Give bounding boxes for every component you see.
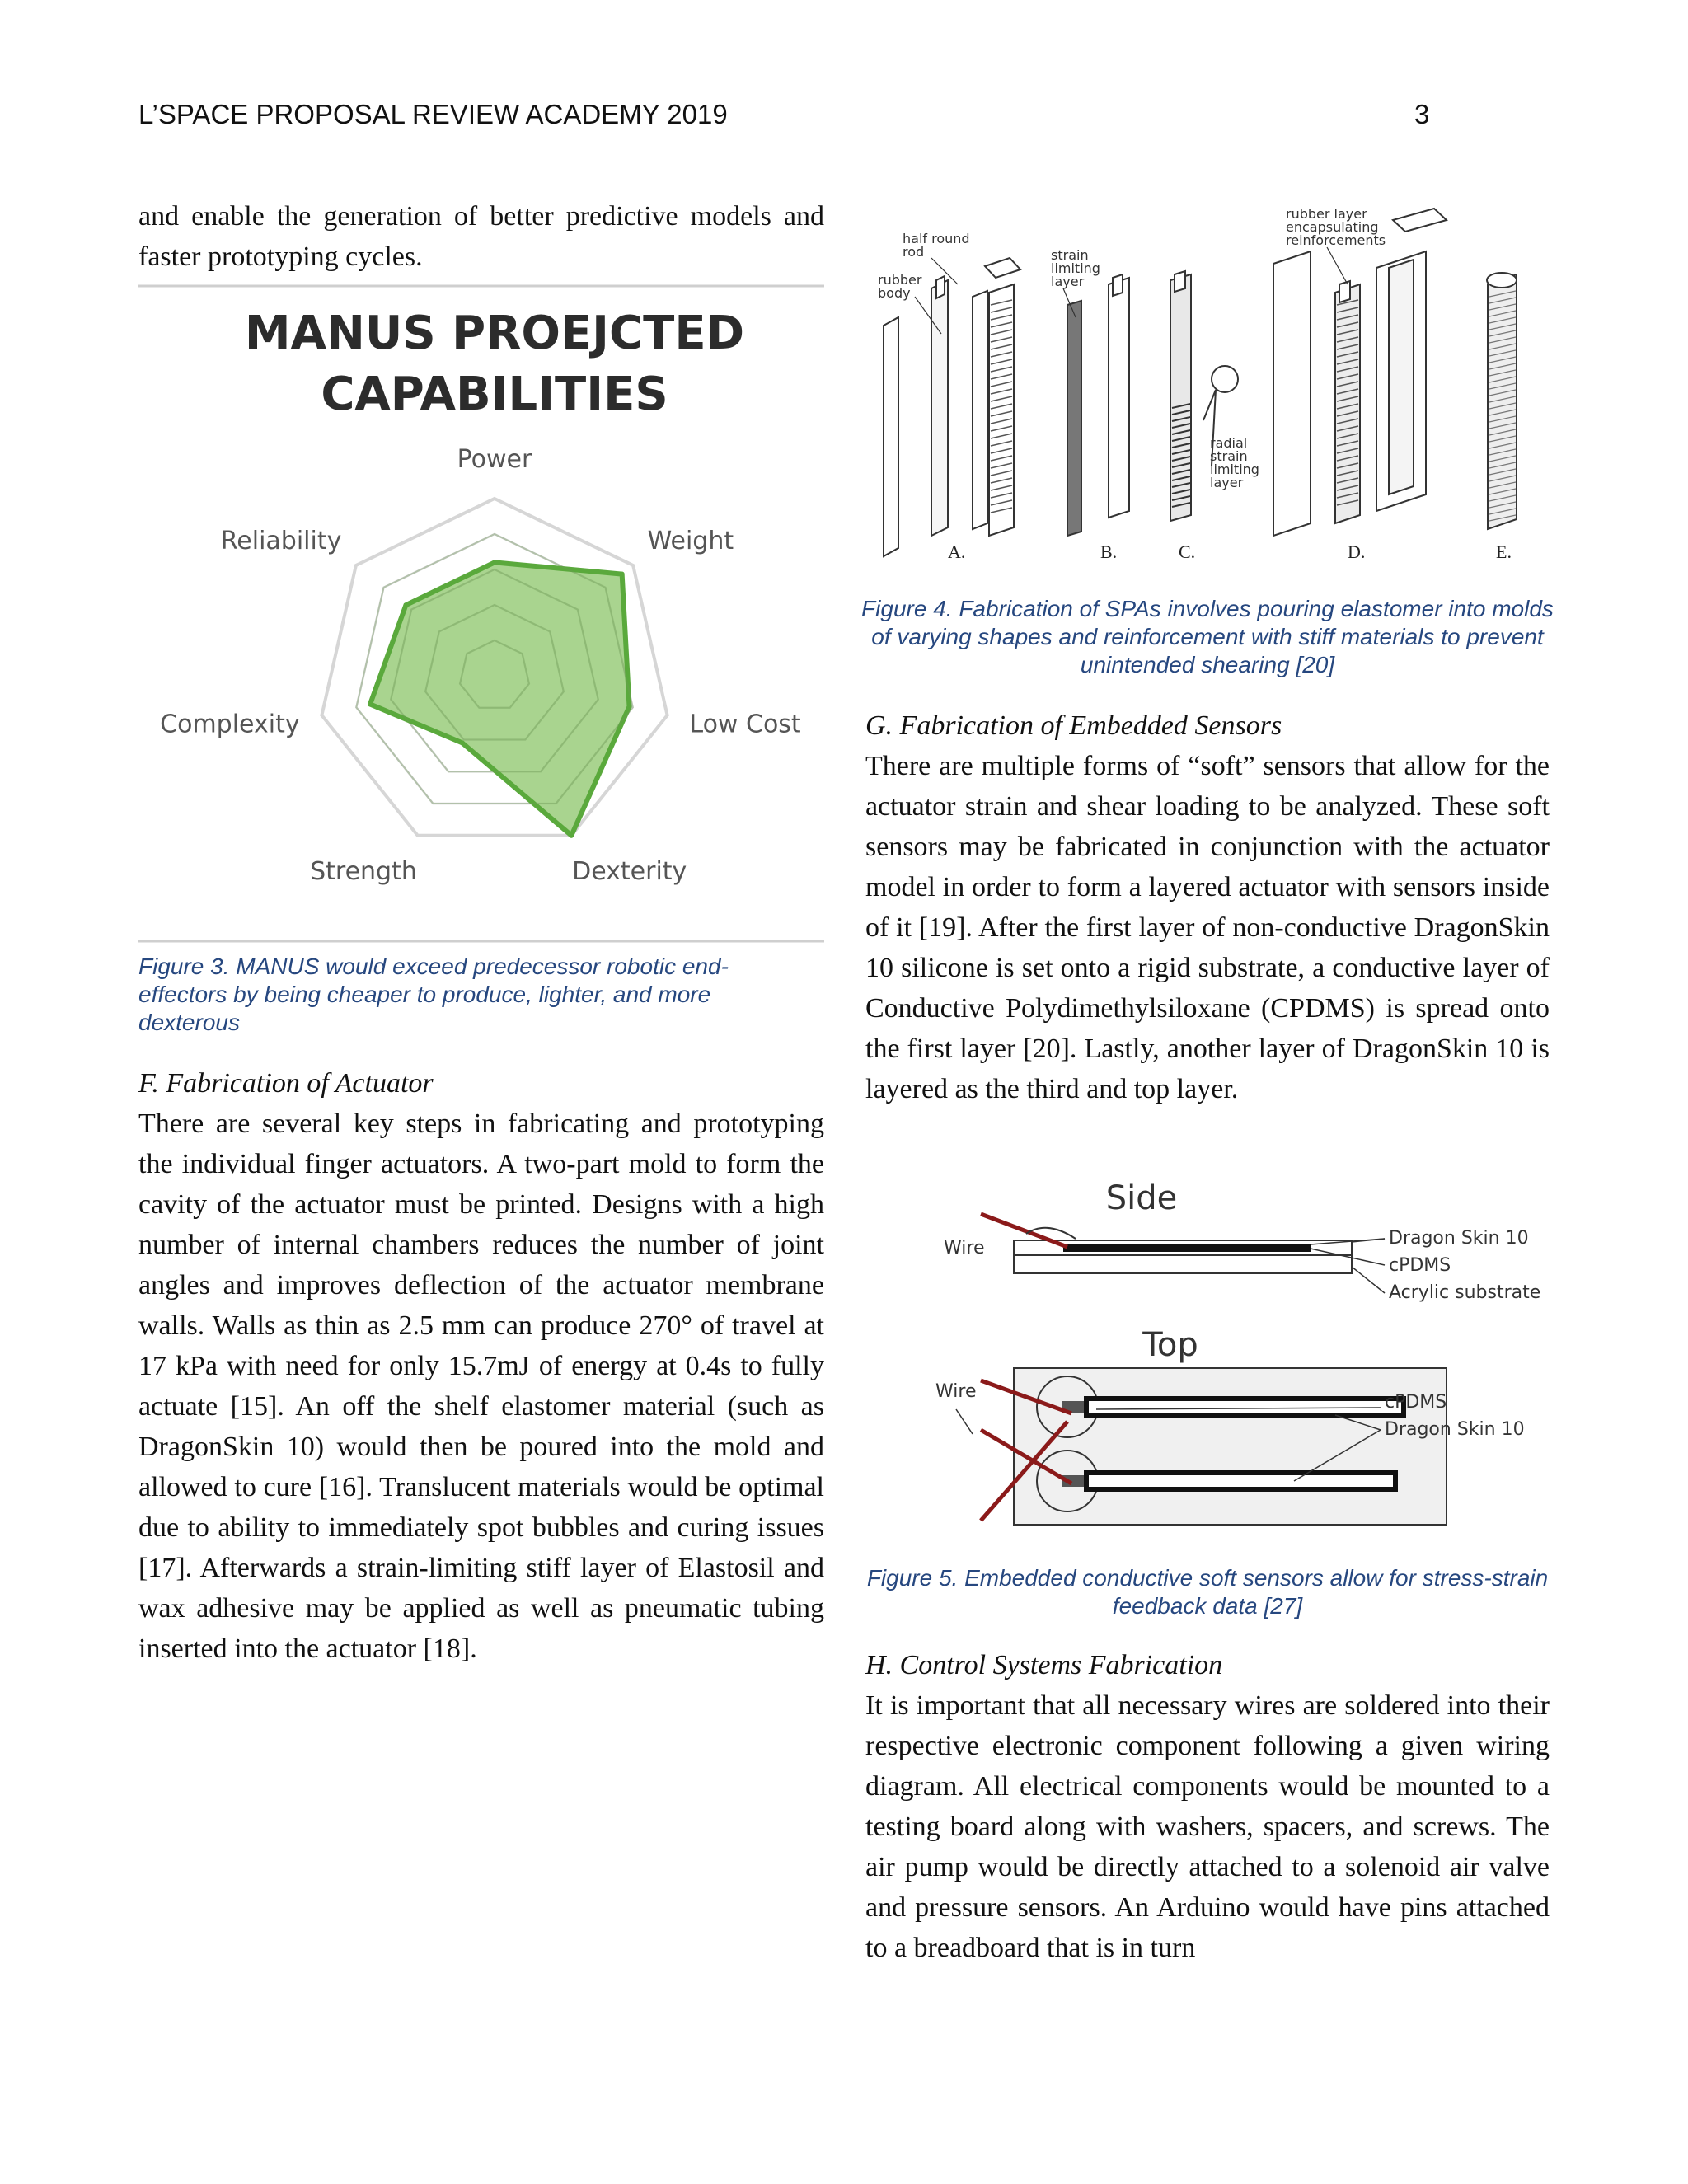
figure-5: [923, 1174, 1566, 1545]
dragon-skin-label-top: Dragon Skin 10: [1385, 1419, 1525, 1440]
substrate-top: [1014, 1368, 1447, 1525]
section-h-heading: H. Control Systems Fabrication: [865, 1650, 1223, 1680]
figure-4: [865, 202, 1558, 565]
section-f-heading: F. Fabrication of Actuator: [138, 1068, 434, 1099]
label-c: C.: [1179, 541, 1196, 562]
radar-point-power: [492, 560, 497, 565]
label-e: E.: [1496, 541, 1512, 562]
section-h: [865, 1645, 1550, 1968]
svg-text:rod: rod: [903, 244, 925, 260]
radar-point-dexterity: [569, 833, 574, 838]
intro-paragraph: and enable the generation of better predictive models and faster prototyping cycles.: [138, 201, 824, 272]
label-radial-layer: radial: [1210, 435, 1248, 451]
svg-text:reinforcements: reinforcements: [1286, 232, 1386, 248]
figure-3: [138, 284, 824, 944]
section-f: [138, 1063, 824, 1669]
svg-text:strain: strain: [1210, 448, 1248, 464]
label-rubber-body: rubber: [878, 272, 922, 288]
section-g: [865, 705, 1550, 1109]
figure-4-caption: Figure 4. Fabrication of SPAs involves pouring elastomer into molds of varying shapes and reinforcement with stiff materials to prevent unintended shearing [20]: [861, 596, 1554, 677]
cpdms-label-side: cPDMS: [1389, 1255, 1451, 1276]
label-b: B.: [1100, 541, 1118, 562]
section-g-heading: G. Fabrication of Embedded Sensors: [865, 710, 1282, 741]
section-g-body: There are multiple forms of “soft” sensors that allow for the actuator strain and shear loading to be analyzed. These soft sensors may be fabricated in conjunction with the actuator model in order to form a layered actuator with sensors inside of it [19]. After the first layer of non-conductive DragonSkin 10 silicone is set onto a rigid substrate, a conductive layer of Conductive Polydimethylsiloxane (CPDMS) is spread onto the first layer [20]. Lastly, another layer of DragonSkin 10 is layered as the third and top layer.: [865, 751, 1550, 1104]
radar-point-reliability: [403, 602, 408, 607]
label-strain-limiting-layer: strain: [1051, 247, 1089, 263]
acrylic-label: Acrylic substrate: [1389, 1282, 1541, 1303]
axis-label-complexity: Complexity: [160, 710, 300, 739]
svg-text:encapsulating: encapsulating: [1286, 219, 1379, 235]
part-a: [884, 258, 1020, 556]
radar-chart: [138, 284, 824, 944]
acrylic-layer: [1014, 1255, 1352, 1273]
svg-text:limiting: limiting: [1051, 260, 1100, 276]
wire-label-side: Wire: [944, 1238, 985, 1258]
radar-point-complexity: [368, 701, 373, 706]
part-e: [1487, 273, 1517, 529]
label-rubber-layer: rubber layer: [1286, 206, 1367, 222]
radar-point-weight: [620, 572, 625, 577]
label-half-round-rod: half round: [903, 231, 970, 246]
figure-5-caption: Figure 5. Embedded conductive soft sensors allow for stress-strain feedback data [27]: [866, 1565, 1549, 1619]
axis-label-weight: Weight: [647, 527, 734, 556]
chart-title-line-2: CAPABILITIES: [321, 368, 668, 421]
svg-text:limiting: limiting: [1210, 462, 1259, 477]
wire-label-top: Wire: [935, 1381, 977, 1402]
part-d: [1273, 209, 1447, 536]
top-title: Top: [1142, 1326, 1198, 1364]
axis-label-dexterity: Dexterity: [572, 856, 687, 886]
svg-text:body: body: [878, 285, 911, 301]
svg-text:layer: layer: [1210, 475, 1244, 490]
embedded-sensor-diagram: [923, 1174, 1566, 1545]
axis-label-reliability: Reliability: [220, 527, 342, 556]
section-f-body: There are several key steps in fabricating and prototyping the individual finger actuators. A two-part mold to form the cavity of the actuator must be printed. Designs with a high number of internal chambers reduces the number of joint angles and improves deflection of the actuator membrane walls. Walls as thin as 2.5 mm can produce 270° of travel at 17 kPa with need for only 15.7mJ of energy at 0.4s to fully actuate [15]. An off the shelf elastomer material (such as DragonSkin 10) would then be poured into the mold and allowed to cure [16]. Translucent materials would be optimal due to ability to immediately spot bubbles and curing issues [17]. Afterwards a strain-limiting stiff layer of Elastosil and wax adhesive may be applied as well as pneumatic tubing inserted into the actuator [18].: [138, 1108, 824, 1664]
label-d: D.: [1348, 541, 1366, 562]
radar-point-strength: [460, 740, 465, 745]
cpdms-label-top: cPDMS: [1385, 1392, 1447, 1413]
side-title: Side: [1105, 1179, 1178, 1217]
running-header: L’SPACE PROPOSAL REVIEW ACADEMY 2019: [138, 99, 728, 129]
sensor-2: [1086, 1473, 1395, 1489]
svg-text:layer: layer: [1051, 274, 1085, 289]
axis-label-power: Power: [457, 445, 532, 474]
sensor-1: [1086, 1399, 1404, 1415]
axis-label-strength: Strength: [310, 856, 417, 886]
dragon-skin-label-side: Dragon Skin 10: [1389, 1228, 1529, 1249]
spa-fabrication-diagram: [865, 202, 1558, 565]
page-number: 3: [1414, 99, 1430, 129]
radar-point-low-cost: [626, 704, 631, 709]
left-column: [138, 196, 824, 277]
axis-label-low-cost: Low Cost: [689, 710, 801, 739]
cpdms-layer-side: [1063, 1244, 1311, 1252]
section-h-body: It is important that all necessary wires are soldered into their respective electronic component following a given wiring diagram. All electrical components would be mounted to a testing board along with washers, spacers, and screws. The air pump would be directly attached to a solenoid air valve and pressure sensors. An Arduino would have pins attached to a breadboard that is in turn: [865, 1690, 1550, 1963]
label-a: A.: [948, 541, 966, 562]
chart-title-line-1: MANUS PROEJCTED: [244, 307, 745, 360]
figure-3-caption: Figure 3. MANUS would exceed predecessor robotic end-effectors by being cheaper to produce, lighter, and more dexterous: [138, 954, 729, 1035]
radar-area: [370, 562, 629, 835]
part-b: [1067, 274, 1129, 536]
